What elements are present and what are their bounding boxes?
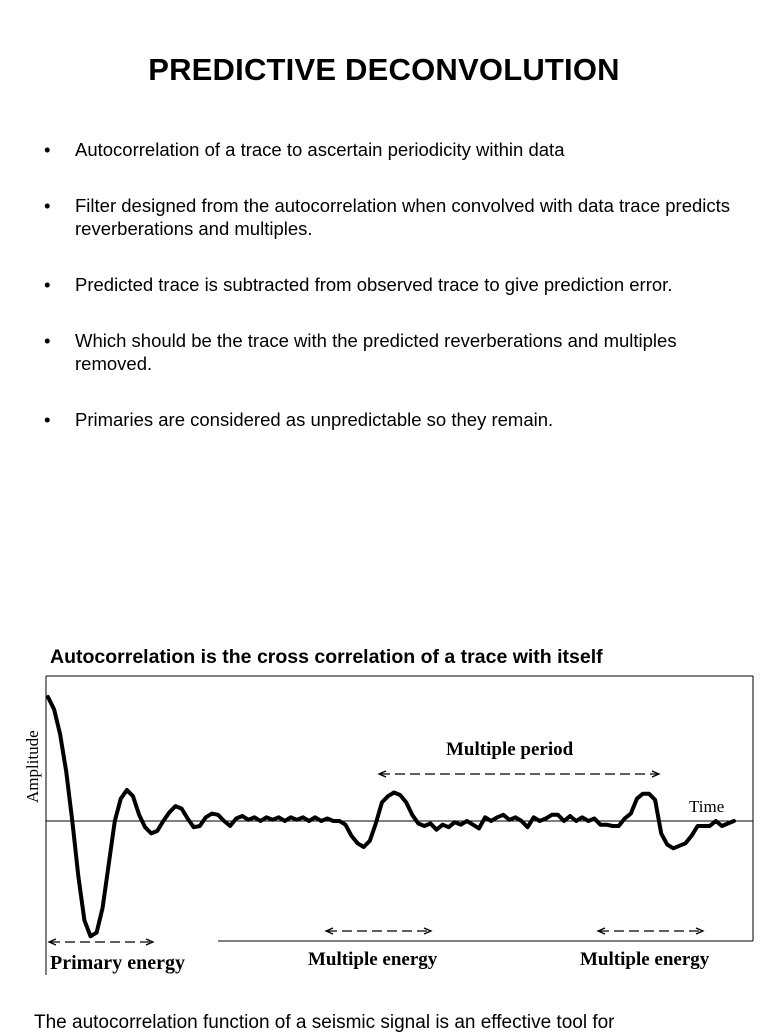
bullet-dot-icon: • (44, 274, 51, 295)
multiple-energy-arrow (326, 928, 431, 934)
annotation-multiple-period: Multiple period (446, 739, 574, 760)
bullet-text: Primaries are considered as unpredictable so they remain. (75, 409, 554, 430)
bullet-dot-icon: • (44, 195, 51, 216)
bullet-dot-icon: • (44, 139, 51, 160)
bullet-text: Filter designed from the autocorrelation when convolved with data trace predicts reverberations and multiples. (75, 195, 731, 239)
bullet-text: Autocorrelation of a trace to ascertain periodicity within data (75, 139, 565, 160)
multiple-period-arrow (379, 771, 659, 777)
bullet-dot-icon: • (44, 409, 51, 430)
annotation-multiple-energy: Multiple energy (308, 949, 438, 970)
bullet-text: Predicted trace is subtracted from observed trace to give prediction error. (75, 274, 673, 295)
annotation-multiple-energy: Multiple energy (580, 949, 710, 970)
autocorrelation-trace (48, 697, 734, 936)
footer-text: The autocorrelation function of a seismic signal is an effective tool for (34, 1012, 615, 1033)
slide-title: PREDICTIVE DECONVOLUTION (148, 52, 620, 87)
x-axis-label: Time (689, 797, 725, 816)
bullet-dot-icon: • (44, 330, 51, 351)
y-axis-label: Amplitude (23, 730, 42, 803)
multiple-energy-arrow (598, 928, 703, 934)
annotation-primary-energy: Primary energy (50, 952, 185, 974)
figure-caption: Autocorrelation is the cross correlation of a trace with itself (50, 646, 603, 668)
primary-energy-arrow (49, 939, 153, 945)
bullet-text: Which should be the trace with the predicted reverberations and multiples removed. (75, 330, 677, 374)
